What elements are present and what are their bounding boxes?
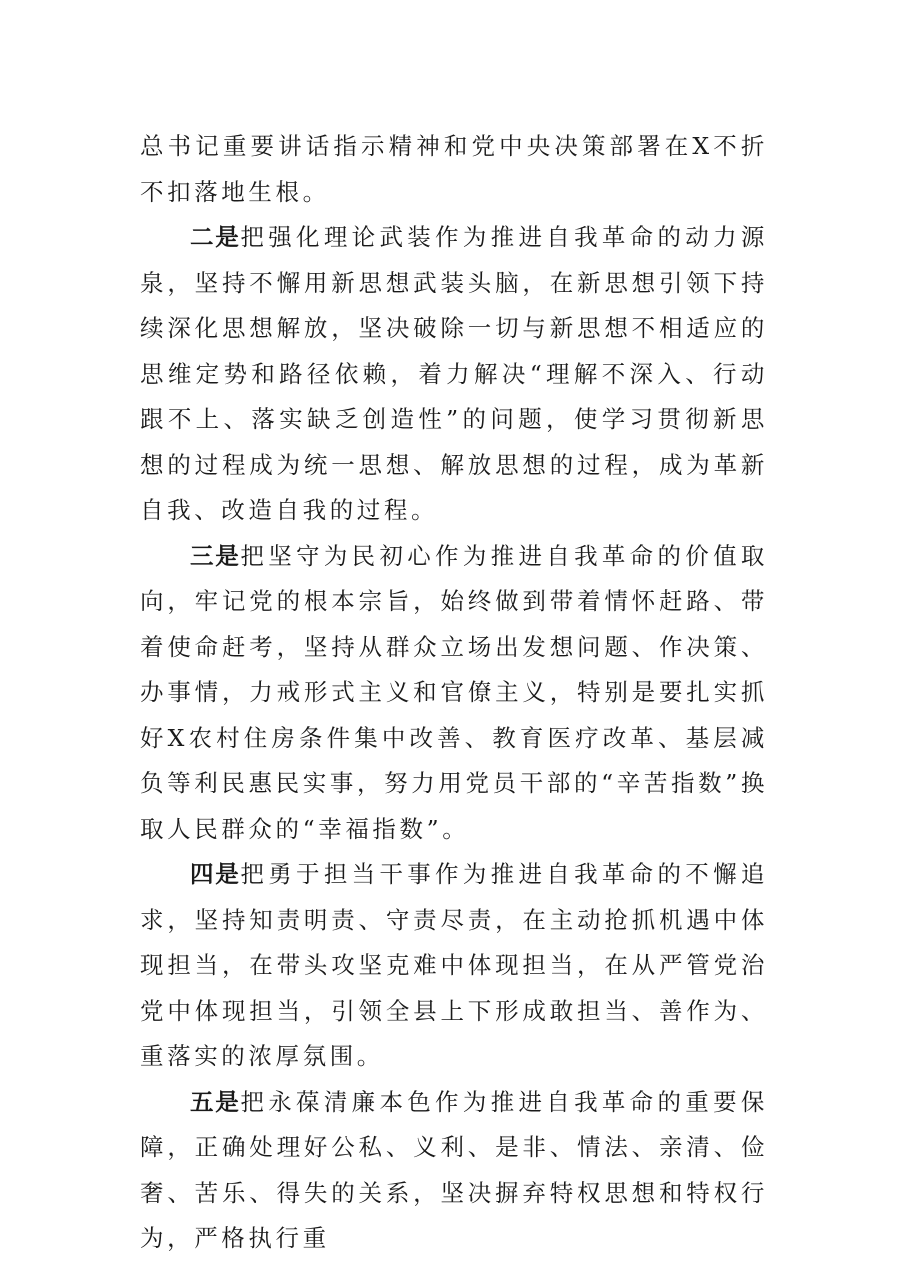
paragraph-2 (140, 215, 768, 534)
paragraph-text: 总书记重要讲话指示精神和党中央决策部署在X不折不扣落地生根。 (140, 132, 768, 206)
paragraph-4 (140, 852, 768, 1080)
paragraph-5 (140, 1080, 768, 1262)
paragraph-lead: 三是 (190, 541, 241, 570)
document-body (140, 124, 768, 1262)
paragraph-text: 把强化理论武装作为推进自我革命的动力源泉，坚持不懈用新思想武装头脑，在新思想引领下持续深化思想解放，坚决破除一切与新思想不相适应的思维定势和路径依赖，着力解决“理解不深入、行动跟不上、落实缺乏创造性”的问题，使学习贯彻新思想的过程成为统一思想、解放思想的过程，成为革新自我、改造自我的过程。 (140, 223, 769, 524)
paragraph-text: 把勇于担当干事作为推进自我革命的不懈追求，坚持知责明责、守责尽责，在主动抢抓机遇中体现担当，在带头攻坚克难中体现担当，在从严管党治党中体现担当，引领全县上下形成敢担当、善作为、重落实的浓厚氛围。 (140, 860, 769, 1070)
paragraph-lead: 五是 (190, 1087, 241, 1116)
paragraph-text: 把永葆清廉本色作为推进自我革命的重要保障，正确处理好公私、义利、是非、情法、亲清、俭奢、苦乐、得失的关系，坚决摒弃特权思想和特权行为，严格执行重 (140, 1087, 769, 1252)
paragraph-lead: 二是 (190, 223, 241, 251)
paragraph-3 (140, 534, 768, 853)
paragraph-lead: 四是 (190, 860, 241, 888)
paragraph-1 (140, 124, 768, 215)
paragraph-text: 把坚守为民初心作为推进自我革命的价值取向，牢记党的根本宗旨，始终做到带着情怀赶路、带着使命赶考，坚持从群众立场出发想问题、作决策、办事情，力戒形式主义和官僚主义，特别是要扎实抓好X农村住房条件集中改善、教育医疗改革、基层减负等利民惠民实事，努力用党员干部的“辛苦指数”换取人民群众的“幸福指数”。 (140, 541, 769, 843)
